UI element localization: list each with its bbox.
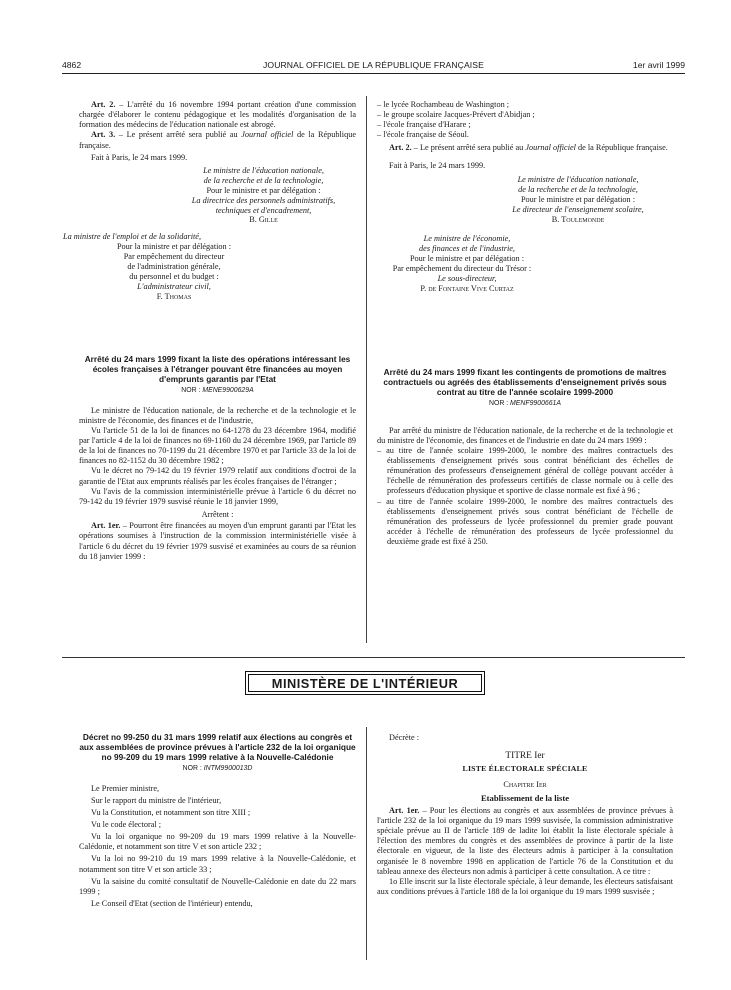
paragraph: Vu la saisine du comité consultatif de Nouvelle-Calédonie en date du 22 mars 1999 ; — [79, 876, 356, 896]
list-item: – au titre de l'année scolaire 1999-2000, le nombre des maîtres contractuels des établissements d'enseignement privés sous contrat bénéficiant des échelles de rémunération des professeurs d'enseignement général de collège pouvant accéder à l'échelle de rémunération des professeurs certifiés de classe normale ou à celle des professeurs d'éducation physique et sportive de classe normale est fixé à 96 ; — [377, 445, 673, 496]
journal-title: JOURNAL OFFICIEL DE LA RÉPUBLIQUE FRANÇAISE — [263, 60, 484, 70]
liste-heading: LISTE ÉLECTORALE SPÉCIALE — [462, 764, 588, 774]
signature-block-right-1: Le ministre de l'éducation nationale, de la recherche et de la technologie, Pour le ministre et par délégation : Le directeur de l'enseignement scolaire, B. Toulemonde — [483, 175, 673, 225]
paragraph: Le ministre de l'éducation nationale, de la recherche et de la technologie et le ministre de l'économie, des finances et de l'industrie, — [79, 405, 356, 425]
paragraph: Par arrêté du ministre de l'éducation nationale, de la recherche et de la technologie et du ministre de l'économie, des finances et de l'industrie en date du 24 mars 1999 : — [377, 425, 673, 445]
fait-a-paris-right: Fait à Paris, le 24 mars 1999. — [389, 160, 486, 170]
paragraph: Vu l'avis de la commission interministérielle prévue à l'article 6 du décret no 79-142 du 19 février 1979 susvisé réunie le 18 janvier 1999, — [79, 486, 356, 506]
list-item: – au titre de l'année scolaire 1999-2000, le nombre des maîtres contractuels des établissements d'enseignement privés sous contrat bénéficiant de l'échelle de rémunération des professeurs de lycée professionnel du premier grade pouvant accéder à l'échelle de rémunération des professeurs de lycée professionnel du deuxième grade est fixé à 250. — [377, 496, 673, 547]
paragraph: Vu la loi organique no 99-209 du 19 mars 1999 relative à la Nouvelle-Calédonie, et notamment son titre V et son article 232 ; — [79, 832, 356, 852]
list-item: – le lycée Rochambeau de Washington ; — [377, 100, 510, 109]
decret-left-column — [79, 733, 356, 909]
paragraph: 1o Elle inscrit sur la liste électorale spéciale, à leur demande, les électeurs satisfaisant aux conditions prévues à l'article 188 de la loi organique du 19 mars 1999 susvisée ; — [377, 876, 673, 897]
ministry-banner — [245, 671, 485, 695]
signature-block-left-1: Le ministre de l'éducation nationale, de la recherche et de la technologie, Pour le ministre et par délégation : La directrice des personnels administratifs, techniques et d'encadrement, B. Gille — [171, 166, 356, 225]
arrete-title-left: Arrêté du 24 mars 1999 fixant la liste des opérations intéressant les écoles françaises à l'étranger pouvant être financées au moyen d'emprunts garantis par l'Etat — [84, 354, 351, 384]
signature-block-left-2: La ministre de l'emploi et de la solidarité, Pour la ministre et par délégation : Par empêchement du directeur de l'administration générale, du personnel et du budget : L'administrateur civil, F. Thomas — [79, 232, 269, 301]
list-item: – le groupe scolaire Jacques-Prévert d'Abidjan ; — [377, 110, 535, 120]
chapitre-heading: Chapitre Ier — [503, 780, 547, 790]
paragraph: Le Conseil d'Etat (section de l'intérieur) entendu, — [91, 899, 253, 909]
page-header — [62, 60, 685, 74]
etablissement-heading: Etablissement de la liste — [480, 792, 570, 803]
paragraph: Vu le décret no 79-142 du 19 février 1979 relatif aux conditions d'octroi de la garantie de l'Etat aux emprunts réalisés par les écoles françaises de l'étranger ; — [79, 466, 356, 486]
paragraph: Sur le rapport du ministre de l'intérieur, — [91, 795, 222, 805]
signature-block-right-2: Le ministre de l'économie, des finances et de l'industrie, Pour le ministre et par délégation : Par empêchement du directeur du Trésor : Le sous-directeur, P. de Fontaine Vive Curtaz — [377, 234, 557, 293]
page-number: 4862 — [62, 60, 82, 70]
fait-a-paris-left: Fait à Paris, le 24 mars 1999. — [91, 152, 188, 162]
signatory-name: B. Gille — [249, 215, 278, 225]
section-rule — [62, 657, 685, 658]
column-divider-top — [366, 96, 367, 643]
nor-left: NOR : MENE9900629A — [181, 387, 254, 395]
paragraph: Vu l'article 51 de la loi de finances no 64-1278 du 23 décembre 1964, modifié par l'article 4 de la loi de finances no 69-1160 du 24 décembre 1969, par l'article 89 de la loi de finances no 70-1199 du 21 décembre 1970 et par l'article 33 de la loi de finances no 82-1152 du 30 décembre 1982 ; — [79, 425, 356, 466]
nor-right: NOR : MENF9900661A — [488, 400, 561, 408]
article-1-decret: Art. 1er. – Pour les élections au congrès et aux assemblées de province prévues à l'article 232 de la loi organique du 19 mars 1999 susvisée, la commission administrative spéciale prévue au II de l'article 189 de ladite loi établit la liste électorale spéciale à l'élection des membres du congrès et des assemblées de province à partir de la liste électorale en vigueur, de la liste des électeurs admis à participer à la consultation organisée le 8 novembre 1998 en application de l'article 76 de la Constitution et du tableau annexe des électeurs non admis à participer à cette consultation. A ce titre : — [377, 805, 673, 876]
article-3-left: Art. 3. – Le présent arrêté sera publié au Journal officiel de la République française. — [79, 130, 356, 150]
arrete-title-right: Arrêté du 24 mars 1999 fixant les contingents de promotions de maîtres contractuels ou agréés des établissements d'enseignement privés sous contrat au titre de l'année scolaire 1999-2000 — [383, 367, 667, 397]
column-divider-bottom — [366, 727, 367, 960]
signatory-name: B. Toulemonde — [551, 214, 605, 224]
paragraph: Vu la Constitution, et notamment son titre XIII ; — [91, 807, 251, 817]
issue-date: 1er avril 1999 — [632, 60, 685, 70]
list-item: – l'école française d'Harare ; — [377, 120, 471, 130]
decret-right-column — [377, 733, 673, 897]
titre-heading: TITRE Ier — [505, 751, 545, 762]
article-1-left: Art. 1er. – Pourront être financées au moyen d'un emprunt garanti par l'Etat les opérations soumises à l'instruction de la commission interministérielle visée à l'article 6 du décret du 19 février 1979 susvisé et examinées au cours de sa réunion du 18 janvier 1999 : — [79, 521, 356, 561]
right-arrete — [377, 368, 673, 547]
paragraph: Vu la loi no 99-210 du 19 mars 1999 relative à la Nouvelle-Calédonie, et notamment son titre V et son article 33 ; — [79, 854, 356, 874]
left-arrete — [79, 355, 356, 562]
article-2-left: Art. 2. – L'arrêté du 16 novembre 1994 portant création d'une commission chargée d'élaborer le contenu pédagogique et les modalités d'organisation de la formation des médecins de l'éducation nationale est abrogé. — [79, 100, 356, 130]
list-item: – l'école française de Séoul. — [377, 130, 469, 140]
ministry-label: MINISTÈRE DE L'INTÉRIEUR — [271, 675, 459, 691]
nor-decret: NOR : INTM9900013D — [182, 765, 253, 773]
left-column-top — [63, 100, 356, 302]
right-column-top — [377, 100, 673, 294]
header-rule — [62, 73, 685, 74]
signatory-name: F. Thomas — [156, 291, 192, 301]
paragraph: Le Premier ministre, — [91, 783, 160, 793]
article-2-right: Art. 2. – Le présent arrêté sera publié au Journal officiel de la République française. — [389, 142, 668, 152]
decret-title: Décret no 99-250 du 31 mars 1999 relatif aux élections au congrès et aux assemblées de province prévues à l'article 232 de la loi organique no 99-209 du 19 mars 1999 relative à la Nouvelle-Calédonie — [79, 732, 356, 762]
arretent: Arrêtent : — [201, 510, 234, 520]
decrete: Décrète : — [389, 733, 419, 742]
paragraph: Vu le code électoral ; — [91, 820, 162, 830]
signatory-name: P. de Fontaine Vive Curtaz — [420, 284, 514, 293]
